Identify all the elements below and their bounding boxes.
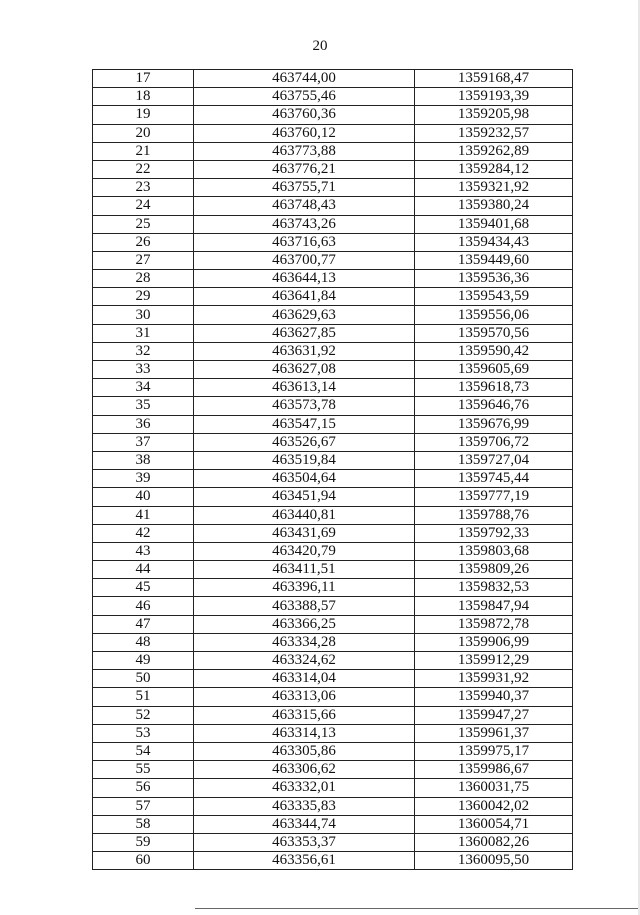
table-row (93, 124, 573, 142)
y-coordinate-cell: 1359947,27 (415, 706, 573, 724)
table-row (93, 797, 573, 815)
point-number-cell: 19 (93, 106, 194, 124)
y-coordinate-cell: 1360054,71 (415, 815, 573, 833)
point-number-cell: 58 (93, 815, 194, 833)
table-row (93, 306, 573, 324)
table-row (93, 597, 573, 615)
x-coordinate-cell: 463334,28 (194, 633, 415, 651)
table-row (93, 542, 573, 560)
point-number-cell: 60 (93, 852, 194, 870)
coordinates-table-body (93, 70, 573, 870)
y-coordinate-cell: 1359803,68 (415, 542, 573, 560)
x-coordinate-cell: 463451,94 (194, 488, 415, 506)
y-coordinate-cell: 1359961,37 (415, 724, 573, 742)
table-row (93, 615, 573, 633)
x-coordinate-cell: 463388,57 (194, 597, 415, 615)
y-coordinate-cell: 1359727,04 (415, 451, 573, 469)
point-number-cell: 43 (93, 542, 194, 560)
point-number-cell: 20 (93, 124, 194, 142)
point-number-cell: 26 (93, 233, 194, 251)
y-coordinate-cell: 1359788,76 (415, 506, 573, 524)
x-coordinate-cell: 463573,78 (194, 397, 415, 415)
table-row (93, 342, 573, 360)
x-coordinate-cell: 463526,67 (194, 433, 415, 451)
y-coordinate-cell: 1359193,39 (415, 88, 573, 106)
y-coordinate-cell: 1359745,44 (415, 470, 573, 488)
table-row (93, 561, 573, 579)
x-coordinate-cell: 463335,83 (194, 797, 415, 815)
y-coordinate-cell: 1359556,06 (415, 306, 573, 324)
y-coordinate-cell: 1359401,68 (415, 215, 573, 233)
x-coordinate-cell: 463332,01 (194, 779, 415, 797)
table-row (93, 142, 573, 160)
point-number-cell: 42 (93, 524, 194, 542)
y-coordinate-cell: 1359986,67 (415, 761, 573, 779)
x-coordinate-cell: 463504,64 (194, 470, 415, 488)
y-coordinate-cell: 1359809,26 (415, 561, 573, 579)
x-coordinate-cell: 463641,84 (194, 288, 415, 306)
table-row (93, 106, 573, 124)
table-row (93, 706, 573, 724)
table-row (93, 451, 573, 469)
x-coordinate-cell: 463353,37 (194, 833, 415, 851)
y-coordinate-cell: 1359205,98 (415, 106, 573, 124)
y-coordinate-cell: 1359646,76 (415, 397, 573, 415)
table-row (93, 670, 573, 688)
point-number-cell: 44 (93, 561, 194, 579)
table-row (93, 779, 573, 797)
y-coordinate-cell: 1359618,73 (415, 379, 573, 397)
y-coordinate-cell: 1359434,43 (415, 233, 573, 251)
y-coordinate-cell: 1360095,50 (415, 852, 573, 870)
point-number-cell: 41 (93, 506, 194, 524)
table-row (93, 88, 573, 106)
x-coordinate-cell: 463631,92 (194, 342, 415, 360)
table-row (93, 215, 573, 233)
x-coordinate-cell: 463356,61 (194, 852, 415, 870)
y-coordinate-cell: 1359284,12 (415, 160, 573, 178)
point-number-cell: 53 (93, 724, 194, 742)
table-row (93, 524, 573, 542)
y-coordinate-cell: 1359605,69 (415, 361, 573, 379)
x-coordinate-cell: 463344,74 (194, 815, 415, 833)
point-number-cell: 23 (93, 179, 194, 197)
table-row (93, 579, 573, 597)
table-row (93, 160, 573, 178)
x-coordinate-cell: 463420,79 (194, 542, 415, 560)
point-number-cell: 33 (93, 361, 194, 379)
x-coordinate-cell: 463773,88 (194, 142, 415, 160)
point-number-cell: 22 (93, 160, 194, 178)
table-row (93, 852, 573, 870)
y-coordinate-cell: 1359449,60 (415, 251, 573, 269)
x-coordinate-cell: 463755,71 (194, 179, 415, 197)
point-number-cell: 54 (93, 742, 194, 760)
x-coordinate-cell: 463313,06 (194, 688, 415, 706)
y-coordinate-cell: 1359262,89 (415, 142, 573, 160)
y-coordinate-cell: 1359168,47 (415, 70, 573, 88)
table-row (93, 415, 573, 433)
point-number-cell: 55 (93, 761, 194, 779)
table-row (93, 397, 573, 415)
y-coordinate-cell: 1360031,75 (415, 779, 573, 797)
point-number-cell: 30 (93, 306, 194, 324)
x-coordinate-cell: 463627,08 (194, 361, 415, 379)
y-coordinate-cell: 1359777,19 (415, 488, 573, 506)
y-coordinate-cell: 1359906,99 (415, 633, 573, 651)
x-coordinate-cell: 463716,63 (194, 233, 415, 251)
point-number-cell: 34 (93, 379, 194, 397)
table-row (93, 815, 573, 833)
table-row (93, 633, 573, 651)
point-number-cell: 56 (93, 779, 194, 797)
x-coordinate-cell: 463755,46 (194, 88, 415, 106)
y-coordinate-cell: 1359706,72 (415, 433, 573, 451)
y-coordinate-cell: 1359975,17 (415, 742, 573, 760)
point-number-cell: 52 (93, 706, 194, 724)
y-coordinate-cell: 1359847,94 (415, 597, 573, 615)
table-row (93, 470, 573, 488)
table-row (93, 652, 573, 670)
point-number-cell: 48 (93, 633, 194, 651)
x-coordinate-cell: 463315,66 (194, 706, 415, 724)
table-row (93, 688, 573, 706)
x-coordinate-cell: 463748,43 (194, 197, 415, 215)
point-number-cell: 32 (93, 342, 194, 360)
x-coordinate-cell: 463519,84 (194, 451, 415, 469)
x-coordinate-cell: 463306,62 (194, 761, 415, 779)
point-number-cell: 49 (93, 652, 194, 670)
x-coordinate-cell: 463314,13 (194, 724, 415, 742)
point-number-cell: 45 (93, 579, 194, 597)
point-number-cell: 59 (93, 833, 194, 851)
x-coordinate-cell: 463760,36 (194, 106, 415, 124)
table-row (93, 324, 573, 342)
x-coordinate-cell: 463700,77 (194, 251, 415, 269)
table-row (93, 288, 573, 306)
table-row (93, 70, 573, 88)
y-coordinate-cell: 1359676,99 (415, 415, 573, 433)
x-coordinate-cell: 463440,81 (194, 506, 415, 524)
y-coordinate-cell: 1359792,33 (415, 524, 573, 542)
x-coordinate-cell: 463547,15 (194, 415, 415, 433)
table-row (93, 433, 573, 451)
point-number-cell: 18 (93, 88, 194, 106)
point-number-cell: 17 (93, 70, 194, 88)
x-coordinate-cell: 463613,14 (194, 379, 415, 397)
x-coordinate-cell: 463411,51 (194, 561, 415, 579)
page-number: 20 (312, 38, 328, 54)
x-coordinate-cell: 463314,04 (194, 670, 415, 688)
x-coordinate-cell: 463396,11 (194, 579, 415, 597)
table-row (93, 742, 573, 760)
point-number-cell: 39 (93, 470, 194, 488)
point-number-cell: 21 (93, 142, 194, 160)
y-coordinate-cell: 1359380,24 (415, 197, 573, 215)
y-coordinate-cell: 1359912,29 (415, 652, 573, 670)
y-coordinate-cell: 1360082,26 (415, 833, 573, 851)
y-coordinate-cell: 1359931,92 (415, 670, 573, 688)
point-number-cell: 57 (93, 797, 194, 815)
x-coordinate-cell: 463366,25 (194, 615, 415, 633)
table-row (93, 197, 573, 215)
point-number-cell: 51 (93, 688, 194, 706)
x-coordinate-cell: 463305,86 (194, 742, 415, 760)
point-number-cell: 37 (93, 433, 194, 451)
point-number-cell: 28 (93, 270, 194, 288)
x-coordinate-cell: 463627,85 (194, 324, 415, 342)
y-coordinate-cell: 1359832,53 (415, 579, 573, 597)
point-number-cell: 25 (93, 215, 194, 233)
point-number-cell: 27 (93, 251, 194, 269)
table-row (93, 251, 573, 269)
point-number-cell: 46 (93, 597, 194, 615)
point-number-cell: 38 (93, 451, 194, 469)
y-coordinate-cell: 1359590,42 (415, 342, 573, 360)
point-number-cell: 31 (93, 324, 194, 342)
y-coordinate-cell: 1359321,92 (415, 179, 573, 197)
table-row (93, 179, 573, 197)
x-coordinate-cell: 463744,00 (194, 70, 415, 88)
table-row (93, 488, 573, 506)
table-row (93, 724, 573, 742)
coordinates-table (92, 69, 573, 870)
y-coordinate-cell: 1359543,59 (415, 288, 573, 306)
point-number-cell: 29 (93, 288, 194, 306)
x-coordinate-cell: 463760,12 (194, 124, 415, 142)
table-row (93, 833, 573, 851)
x-coordinate-cell: 463431,69 (194, 524, 415, 542)
point-number-cell: 36 (93, 415, 194, 433)
x-coordinate-cell: 463743,26 (194, 215, 415, 233)
x-coordinate-cell: 463324,62 (194, 652, 415, 670)
point-number-cell: 24 (93, 197, 194, 215)
point-number-cell: 50 (93, 670, 194, 688)
table-row (93, 361, 573, 379)
x-coordinate-cell: 463629,63 (194, 306, 415, 324)
y-coordinate-cell: 1360042,02 (415, 797, 573, 815)
point-number-cell: 47 (93, 615, 194, 633)
x-coordinate-cell: 463776,21 (194, 160, 415, 178)
y-coordinate-cell: 1359536,36 (415, 270, 573, 288)
x-coordinate-cell: 463644,13 (194, 270, 415, 288)
point-number-cell: 35 (93, 397, 194, 415)
point-number-cell: 40 (93, 488, 194, 506)
bottom-rule (195, 908, 640, 909)
table-row (93, 761, 573, 779)
table-row (93, 506, 573, 524)
y-coordinate-cell: 1359940,37 (415, 688, 573, 706)
y-coordinate-cell: 1359872,78 (415, 615, 573, 633)
table-row (93, 379, 573, 397)
table-row (93, 270, 573, 288)
y-coordinate-cell: 1359232,57 (415, 124, 573, 142)
table-row (93, 233, 573, 251)
y-coordinate-cell: 1359570,56 (415, 324, 573, 342)
